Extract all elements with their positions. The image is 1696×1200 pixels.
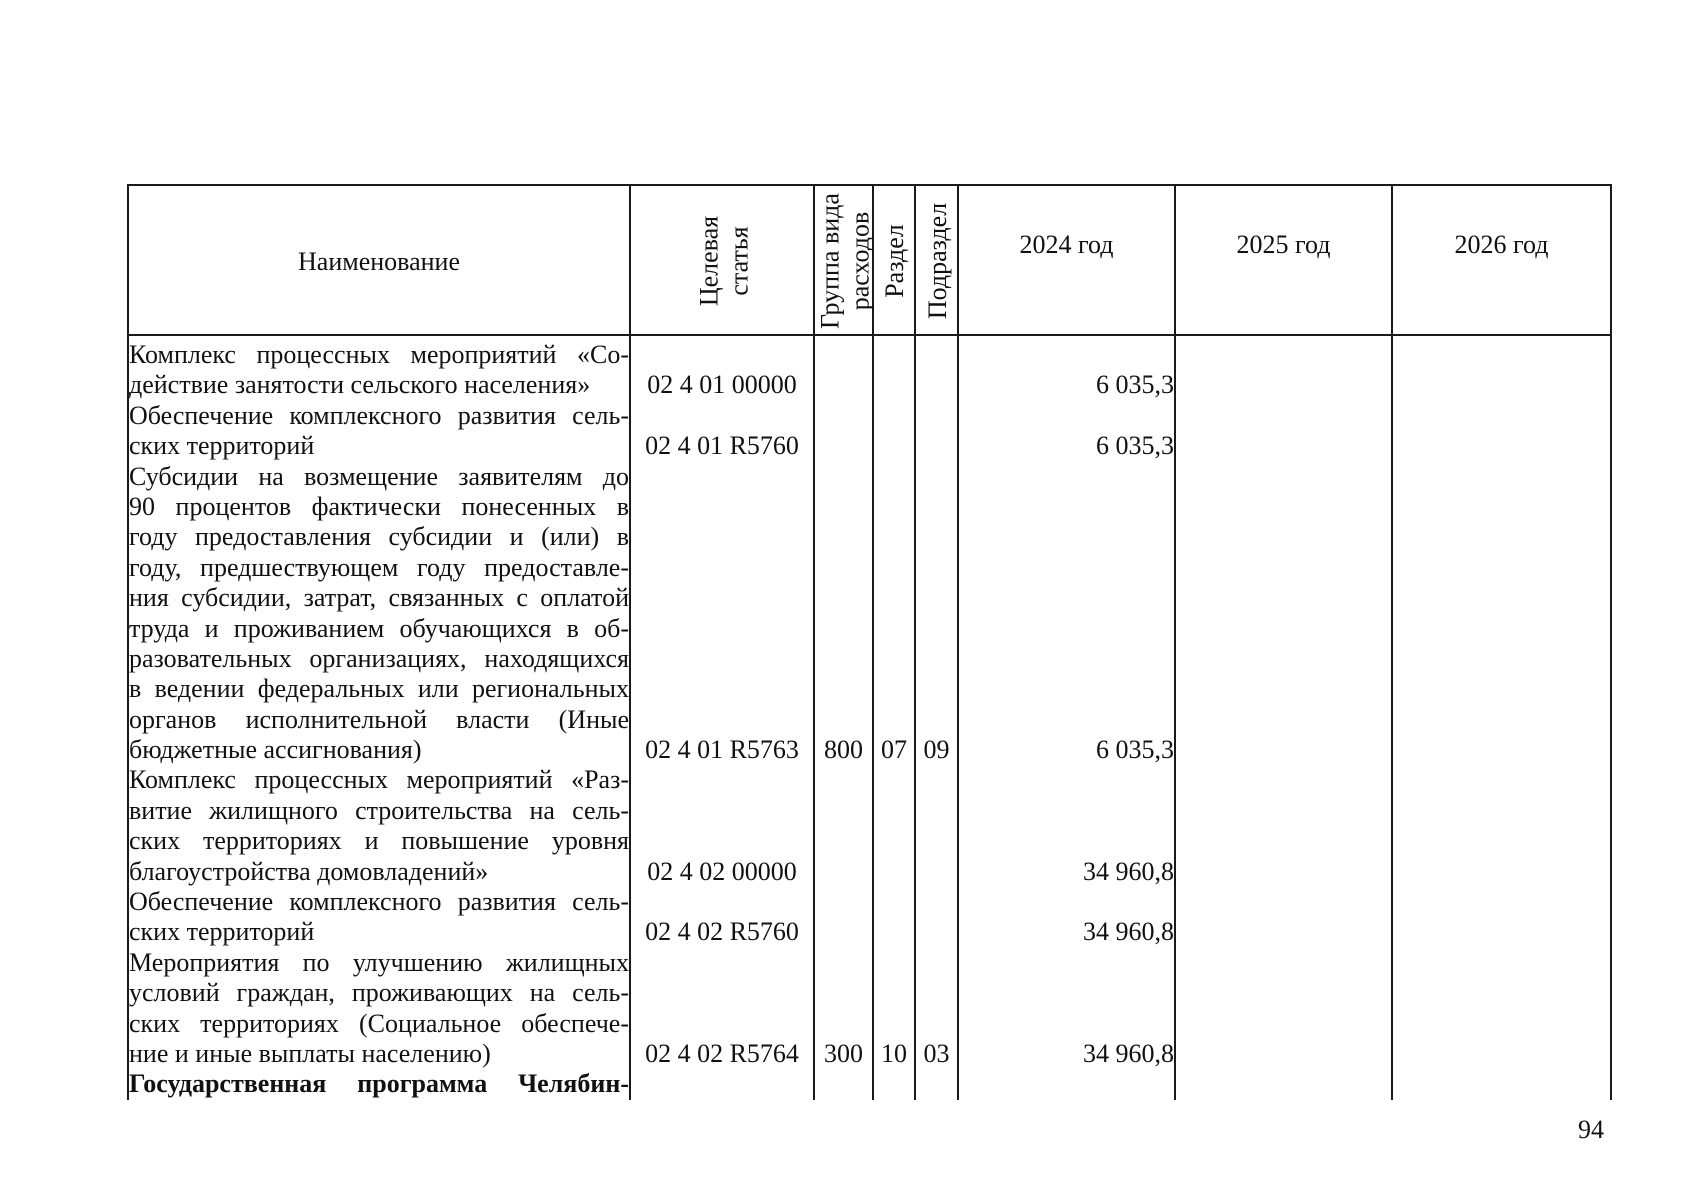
header-target-article-label <box>695 216 756 306</box>
amount-2026-cell <box>1392 887 1611 948</box>
section-cell <box>873 1069 915 1099</box>
section-cell: 07 <box>873 462 915 766</box>
item-name-line: органов исполнительной власти (Иные <box>129 704 629 734</box>
amount-2025-cell <box>1175 765 1392 887</box>
header-section-label: Раздел <box>879 224 909 298</box>
amount-2026-cell <box>1392 335 1611 401</box>
section-cell <box>873 765 915 887</box>
item-name-line: разовательных организациях, находящихся <box>129 643 629 673</box>
item-name-line: действие занятости сельского населения» <box>129 370 591 400</box>
amount-2025-cell <box>1175 887 1392 948</box>
subsection-cell <box>915 1069 958 1099</box>
target-article-cell: 02 4 02 00000 <box>630 765 814 887</box>
amount-2026-cell <box>1392 948 1611 1070</box>
section-cell <box>873 335 915 401</box>
item-name-cell <box>128 401 630 462</box>
header-name-label: Наименование <box>298 246 460 276</box>
expense-group-cell <box>814 335 873 401</box>
item-name-line: Комплекс процессных мероприятий «Раз- <box>129 765 629 795</box>
item-name-cell <box>128 887 630 948</box>
item-name-line: Комплекс процессных мероприятий «Со- <box>129 340 629 369</box>
table-row <box>128 462 1611 766</box>
amount-2024-cell: 34 960,8 <box>958 765 1175 887</box>
item-name-cell <box>128 335 630 401</box>
item-name-cell <box>128 462 630 766</box>
amount-2026-cell <box>1392 401 1611 462</box>
table-row <box>128 765 1611 887</box>
item-name-line: 90 процентов фактически понесенных в <box>129 491 629 521</box>
table-row <box>128 335 1611 401</box>
amount-2026-cell <box>1392 1069 1611 1099</box>
item-name-line: Обеспечение комплексного развития сель- <box>129 887 629 917</box>
target-article-cell: 02 4 01 00000 <box>630 335 814 401</box>
subsection-cell: 09 <box>915 462 958 766</box>
subsection-cell <box>915 887 958 948</box>
item-name-cell <box>128 1069 630 1099</box>
amount-2024-cell: 6 035,3 <box>958 401 1175 462</box>
item-name-line: Мероприятия по улучшению жилищных <box>129 947 629 977</box>
amount-2024-cell: 34 960,8 <box>958 948 1175 1070</box>
amount-2026-cell <box>1392 765 1611 887</box>
expense-group-cell <box>814 1069 873 1099</box>
header-year-2025-cell <box>1175 185 1392 335</box>
item-name-line: году, предшествующем году предоставле- <box>129 552 629 582</box>
item-name-line: ние и иные выплаты населению) <box>129 1038 491 1068</box>
header-label-line: Целевая <box>694 215 724 307</box>
item-name-line: Государственная программа Челябин- <box>129 1069 629 1099</box>
target-article-cell: 02 4 02 R5760 <box>630 887 814 948</box>
page-number: 94 <box>1578 1115 1604 1144</box>
header-year-2024-label: 2024 год <box>1019 229 1114 259</box>
amount-2025-cell <box>1175 335 1392 401</box>
item-name-line: ских территориях и повышение уровня <box>129 826 629 856</box>
table-row <box>128 887 1611 948</box>
expense-group-cell <box>814 887 873 948</box>
header-subsection-cell <box>915 185 958 335</box>
header-year-2026-label: 2026 год <box>1454 229 1549 259</box>
header-label-line: Группа вида <box>815 193 845 329</box>
amount-2024-cell <box>958 1069 1175 1099</box>
target-article-cell: 02 4 01 R5760 <box>630 401 814 462</box>
expense-group-cell <box>814 765 873 887</box>
header-year-2024-cell <box>958 185 1175 335</box>
item-name-line: году предоставления субсидии и (или) в <box>129 522 629 552</box>
item-name-line: благоустройства домовладений» <box>129 856 489 886</box>
header-name-cell <box>128 185 630 335</box>
table-header-row <box>128 185 1611 335</box>
table-row <box>128 401 1611 462</box>
item-name-line: бюджетные ассигнования) <box>129 735 422 765</box>
item-name-cell <box>128 765 630 887</box>
section-cell <box>873 401 915 462</box>
target-article-cell: 02 4 01 R5763 <box>630 462 814 766</box>
subsection-cell <box>915 401 958 462</box>
section-cell: 10 <box>873 948 915 1070</box>
item-name-line: Субсидии на возмещение заявителям до <box>129 461 629 491</box>
subsection-cell <box>915 765 958 887</box>
amount-2024-cell: 6 035,3 <box>958 462 1175 766</box>
item-name-line: в ведении федеральных или региональных <box>129 674 629 704</box>
expense-group-cell <box>814 401 873 462</box>
amount-2024-cell: 34 960,8 <box>958 887 1175 948</box>
section-cell <box>873 887 915 948</box>
item-name-line: ских территорий <box>129 431 315 461</box>
expense-group-cell: 300 <box>814 948 873 1070</box>
expense-group-cell: 800 <box>814 462 873 766</box>
amount-2025-cell <box>1175 948 1392 1070</box>
target-article-cell: 02 4 02 R5764 <box>630 948 814 1070</box>
budget-table <box>127 184 1612 1100</box>
table-row <box>128 948 1611 1070</box>
header-year-2025-label: 2025 год <box>1236 229 1331 259</box>
item-name-cell <box>128 948 630 1070</box>
item-name-line: ских территорий <box>129 917 315 947</box>
amount-2024-cell: 6 035,3 <box>958 335 1175 401</box>
target-article-cell <box>630 1069 814 1099</box>
header-expense-group-label <box>815 193 876 329</box>
item-name-line: условий граждан, проживающих на сель- <box>129 978 629 1008</box>
subsection-cell: 03 <box>915 948 958 1070</box>
item-name-line: витие жилищного строительства на сель- <box>129 795 629 825</box>
header-expense-group-cell <box>814 185 873 335</box>
amount-2025-cell <box>1175 401 1392 462</box>
amount-2026-cell <box>1392 462 1611 766</box>
amount-2025-cell <box>1175 462 1392 766</box>
header-subsection-label: Подраздел <box>922 202 952 320</box>
item-name-line: ских территориях (Социальное обеспече- <box>129 1008 629 1038</box>
subsection-cell <box>915 335 958 401</box>
header-year-2026-cell <box>1392 185 1611 335</box>
table-row <box>128 1069 1611 1099</box>
header-label-line: расходов <box>845 211 875 311</box>
header-section-cell <box>873 185 915 335</box>
item-name-line: труда и проживанием обучающихся в об- <box>129 613 629 643</box>
header-target-article-cell <box>630 185 814 335</box>
amount-2025-cell <box>1175 1069 1392 1099</box>
item-name-line: Обеспечение комплексного развития сель- <box>129 400 629 430</box>
item-name-line: ния субсидии, затрат, связанных с оплатой <box>129 583 629 613</box>
header-label-line: статья <box>725 226 754 296</box>
